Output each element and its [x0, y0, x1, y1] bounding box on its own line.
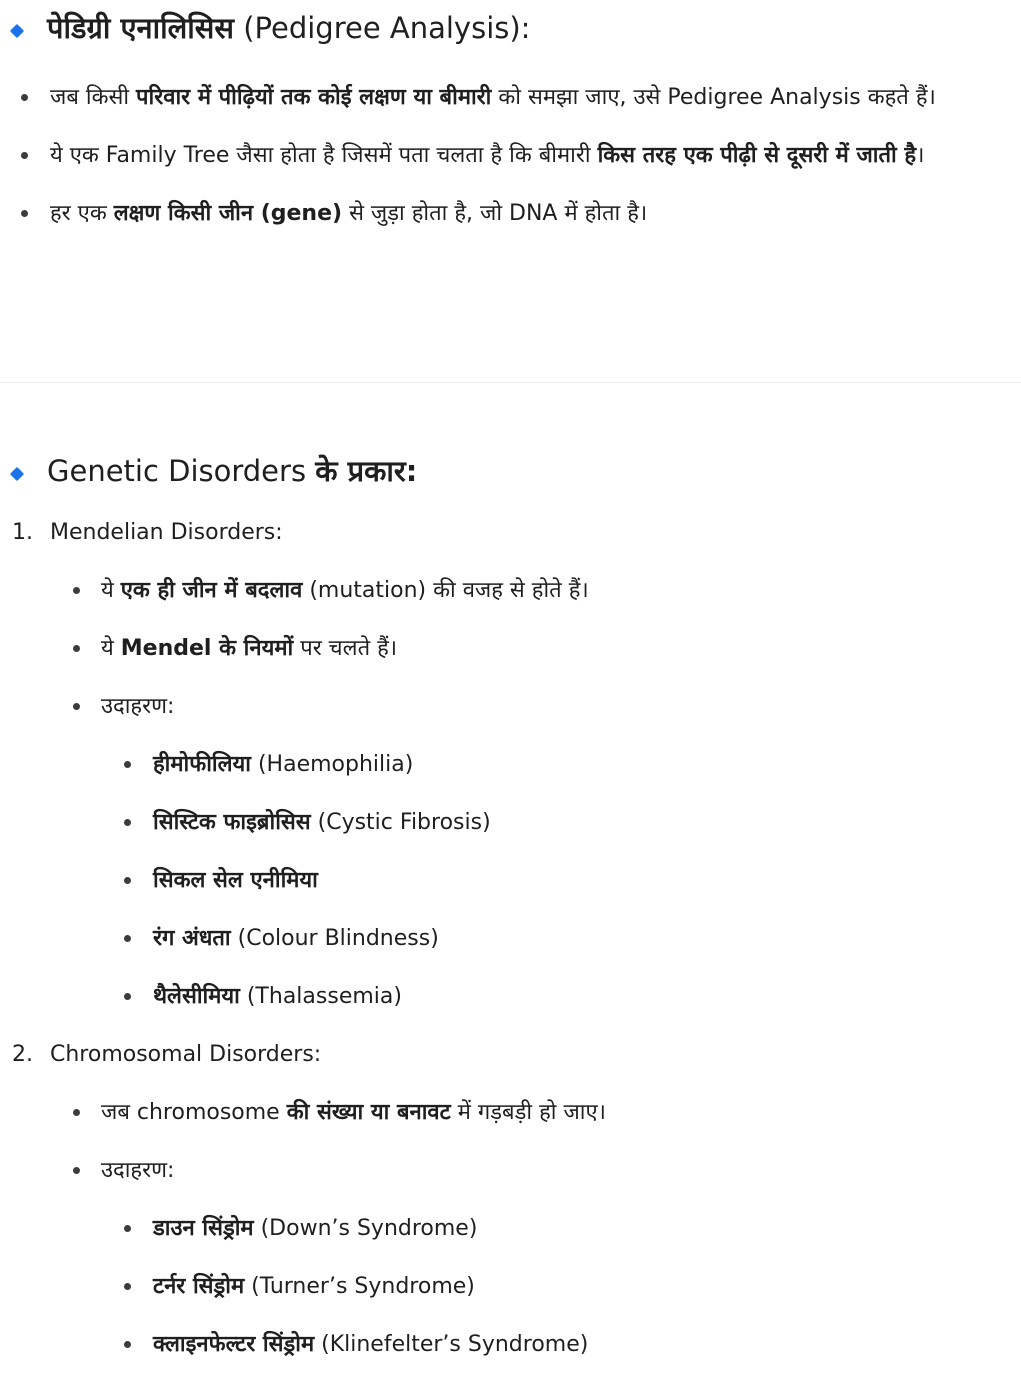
text: से जुड़ा होता है, जो DNA में होता है। [342, 201, 648, 226]
bold-text: किस तरह एक पीढ़ी से दूसरी में जाती है [597, 143, 917, 168]
example-name: सिकल सेल एनीमिया [153, 868, 318, 893]
disorders-heading-hindi: के प्रकार: [315, 454, 418, 488]
pedigree-heading-english: (Pedigree Analysis): [234, 11, 531, 45]
bullet-icon [124, 935, 131, 942]
pedigree-section [0, 10, 1021, 236]
example-item [0, 1207, 1021, 1251]
example-english: (Turner’s Syndrome) [244, 1274, 475, 1299]
example-english: (Thalassemia) [239, 984, 402, 1009]
diamond-bullet-icon [10, 467, 24, 481]
section-divider [0, 382, 1021, 383]
text: ये [101, 636, 121, 661]
example-item [0, 859, 1021, 903]
mendelian-title: Mendelian Disorders: [50, 520, 283, 545]
text: ये [101, 578, 121, 603]
pedigree-heading-hindi: पेडिग्री एनालिसिस [47, 11, 234, 45]
bullet-icon [73, 587, 80, 594]
disorders-section [0, 453, 1021, 1367]
example-english: (Klinefelter’s Syndrome) [314, 1332, 589, 1357]
example-english: (Down’s Syndrome) [253, 1216, 478, 1241]
text: ये एक Family Tree जैसा होता है जिसमें पता चलता है कि बीमारी [50, 143, 598, 168]
chromosomal-examples-label [0, 1149, 1021, 1193]
example-item [0, 743, 1021, 787]
bullet-icon [124, 761, 131, 768]
text: हर एक [50, 201, 114, 226]
text: में गड़बड़ी हो जाए। [450, 1100, 606, 1125]
example-item [0, 1265, 1021, 1309]
bullet-icon [124, 819, 131, 826]
pedigree-point-2 [0, 134, 1021, 178]
chromosomal-title: Chromosomal Disorders: [50, 1042, 322, 1067]
text: जब किसी [50, 85, 137, 110]
example-english: (Haemophilia) [250, 752, 414, 777]
bold-text: की संख्या या बनावट [286, 1100, 451, 1125]
text: पर चलते हैं। [293, 636, 398, 661]
example-item [0, 917, 1021, 961]
chromosomal-point-1 [0, 1091, 1021, 1135]
bullet-icon [124, 993, 131, 1000]
example-name: टर्नर सिंड्रोम [153, 1274, 245, 1299]
example-item [0, 975, 1021, 1019]
bullet-icon [73, 703, 80, 710]
bold-text: Mendel के नियमों [120, 636, 294, 661]
bullet-icon [73, 645, 80, 652]
bullet-icon [124, 877, 131, 884]
example-english: (Colour Blindness) [230, 926, 439, 951]
chromosomal-item [0, 1033, 1021, 1077]
bold-text: लक्षण किसी जीन (gene) [113, 201, 343, 226]
bullet-icon [124, 1283, 131, 1290]
disorders-heading-english: Genetic Disorders [47, 454, 316, 488]
bullet-icon [124, 1225, 131, 1232]
text: को समझा जाए, उसे Pedigree Analysis कहते हैं। [491, 85, 936, 110]
bullet-icon [21, 94, 28, 101]
list-number: 1. [12, 520, 33, 545]
example-name: रंग अंधता [153, 926, 231, 951]
examples-label: उदाहरण: [101, 1158, 175, 1183]
example-name: थैलेसीमिया [153, 984, 240, 1009]
diamond-bullet-icon [10, 24, 24, 38]
example-english: (Cystic Fibrosis) [310, 810, 491, 835]
example-item [0, 801, 1021, 845]
bullet-icon [21, 210, 28, 217]
text: (mutation) की वजह से होते हैं। [302, 578, 589, 603]
mendelian-examples-label [0, 685, 1021, 729]
text: । [916, 143, 925, 168]
text: जब chromosome [101, 1100, 287, 1125]
bold-text: एक ही जीन में बदलाव [120, 578, 303, 603]
mendelian-point-2 [0, 627, 1021, 671]
example-name: क्लाइनफेल्टर सिंड्रोम [153, 1332, 315, 1357]
mendelian-item [0, 511, 1021, 555]
examples-label: उदाहरण: [101, 694, 175, 719]
list-number: 2. [12, 1042, 33, 1067]
example-item [0, 1323, 1021, 1367]
mendelian-point-1 [0, 569, 1021, 613]
pedigree-point-3 [0, 192, 1021, 236]
example-name: डाउन सिंड्रोम [153, 1216, 254, 1241]
bullet-icon [73, 1109, 80, 1116]
example-name: हीमोफीलिया [153, 752, 251, 777]
bullet-icon [73, 1167, 80, 1174]
example-name: सिस्टिक फाइब्रोसिस [153, 810, 311, 835]
disorders-heading [0, 453, 1021, 493]
pedigree-heading [0, 10, 1021, 50]
bullet-icon [21, 152, 28, 159]
bullet-icon [124, 1341, 131, 1348]
bold-text: परिवार में पीढ़ियों तक कोई लक्षण या बीमारी [136, 85, 492, 110]
pedigree-point-1 [0, 76, 1021, 120]
